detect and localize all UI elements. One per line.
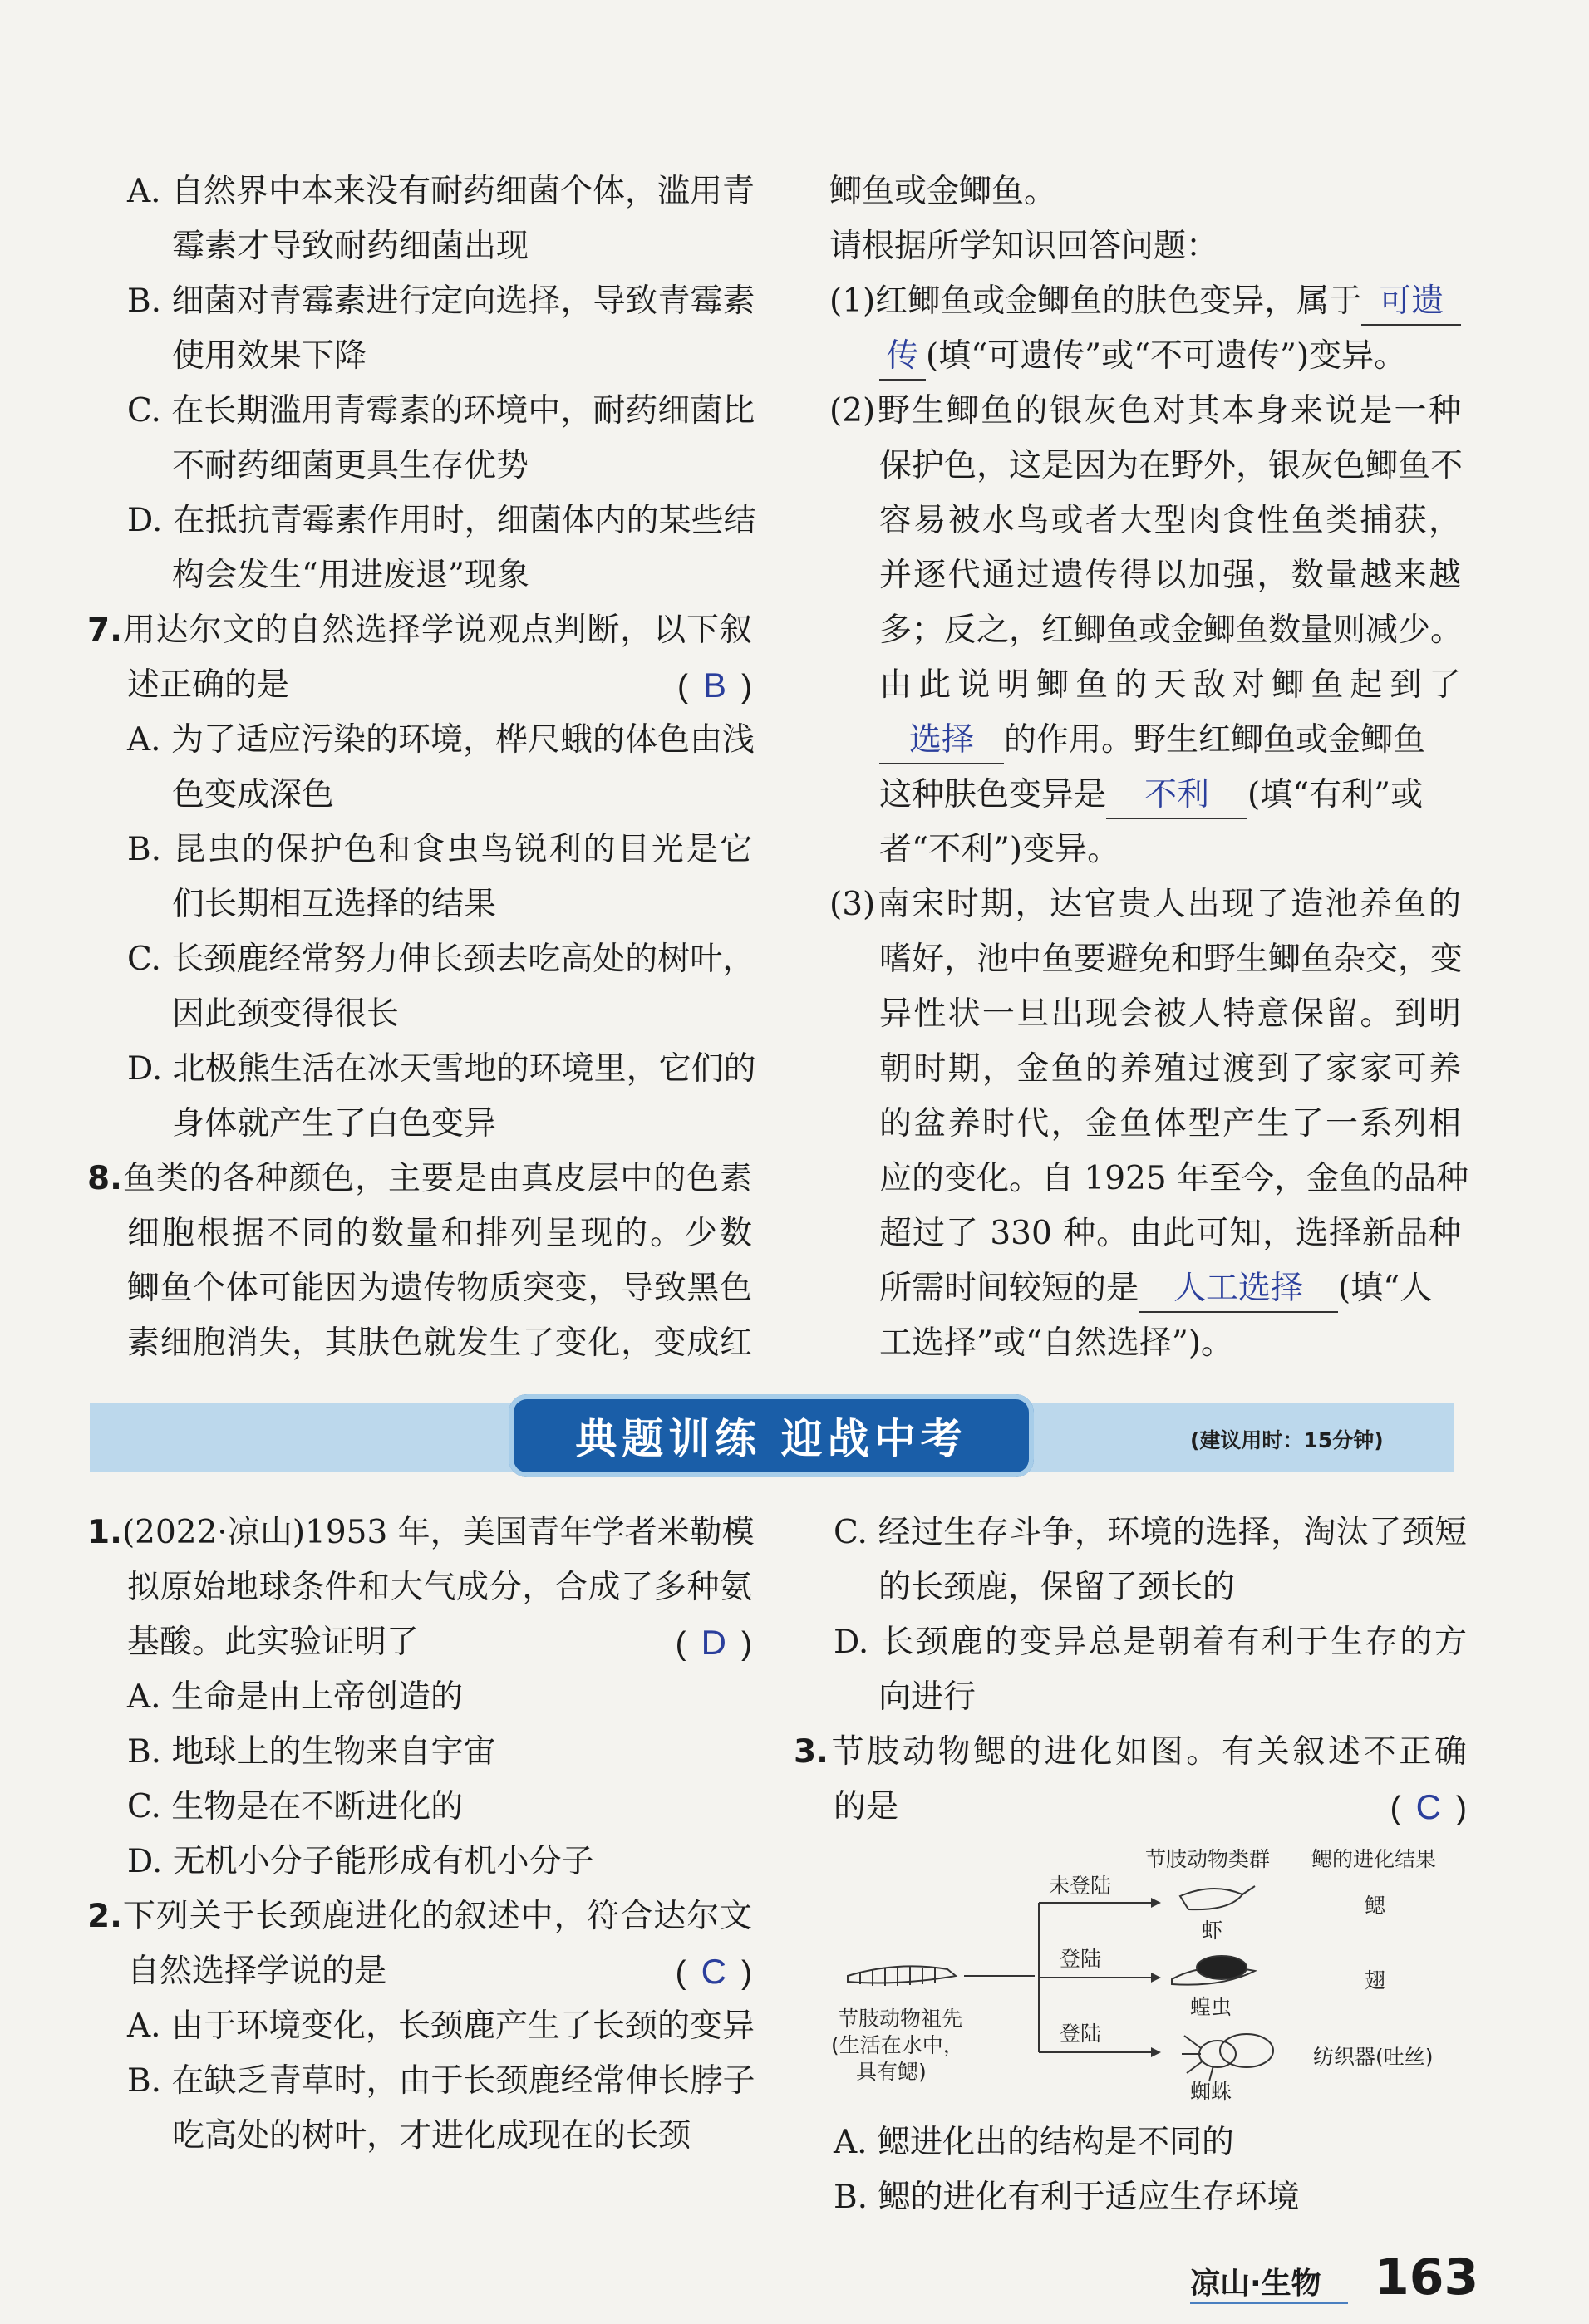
fill-blank: 传	[879, 334, 926, 381]
fill-blank: 可遗	[1361, 279, 1461, 326]
part3-text: 所需时间较短的是	[879, 1270, 1139, 1307]
fill-blank: 人工选择	[1139, 1266, 1338, 1313]
q8-part3-line7: 超过了 330 种。由此可知，选择新品种	[879, 1215, 1461, 1252]
part2-text: 的作用。野生红鲫鱼或金鲫鱼	[1004, 721, 1426, 759]
q8-part2-line1: (2)野生鲫鱼的银灰色对其本身来说是一种	[829, 392, 1461, 430]
q7-option-d-line1: D. 北极熊生活在冰天雪地的环境里，它们的	[127, 1050, 756, 1088]
q7-option-c-line2: 因此颈变得很长	[172, 995, 400, 1033]
q6-option-a-line2: 霉素才导致耐药细菌出现	[172, 228, 529, 265]
q1-option-a: A. 生命是由上帝创造的	[127, 1678, 463, 1716]
footer-underline	[1190, 2302, 1348, 2304]
q2-text-2: 自然选择学说的是	[127, 1953, 387, 1990]
q7-option-b-line2: 们长期相互选择的结果	[172, 886, 497, 923]
q8-part2-line3: 容易被水鸟或者大型肉食性鱼类捕获，	[879, 502, 1461, 539]
q2-text: 下列关于长颈鹿进化的叙述中，符合达尔文	[121, 1898, 752, 1935]
spider-image	[1182, 2034, 1273, 2081]
q2-line2	[87, 1944, 752, 1999]
q1-text: (2022·凉山)1953 年，美国青年学者米勒模	[121, 1514, 755, 1551]
section-title: 典题训练 迎战中考	[509, 1394, 1034, 1477]
q8-text: 鱼类的各种颜色，主要是由真皮层中的色素	[121, 1160, 752, 1197]
q2-option-d-line1: D. 长颈鹿的变异总是朝着有利于生存的方	[834, 1624, 1467, 1661]
q6-option-b-line1: B. 细菌对青霉素进行定向选择，导致青霉素	[127, 283, 755, 320]
q8-part2-line8	[829, 768, 1461, 823]
q2-option-b-line2: 吃高处的树叶，才进化成现在的长颈	[172, 2117, 691, 2154]
top-left-column	[87, 165, 756, 1371]
q6-option-d-line2: 构会发生“用进废退”现象	[172, 557, 529, 594]
q3-line1	[794, 1725, 1467, 1780]
question-number: 7.	[87, 612, 122, 649]
suggested-time: (建议用时：15分钟)	[1190, 1428, 1384, 1452]
q6-option-c-line1: C. 在长期滥用青霉素的环境中，耐药细菌比	[127, 392, 755, 430]
animal-locust: 蝗虫	[1190, 1995, 1232, 2019]
q8-part3-line1: (3)南宋时期，达官贵人出现了造池养鱼的	[829, 886, 1461, 923]
q8-line3: 鲫鱼个体可能因为遗传物质突变，导致黑色	[127, 1270, 752, 1307]
q2-option-b-line1: B. 在缺乏青草时，由于长颈鹿经常伸长脖子	[127, 2062, 755, 2100]
q7-stem-line1	[87, 603, 752, 658]
column-header-result: 鳃的进化结果	[1311, 1847, 1437, 1871]
gill-evolution-diagram	[831, 1836, 1463, 2110]
shrimp-image	[1180, 1886, 1255, 1909]
q8-part2-line9: 者“不利”)变异。	[879, 831, 1120, 868]
bottom-left-column	[87, 1506, 755, 2164]
page-number: 163	[1375, 2248, 1479, 2307]
q8-part3-line5: 的盆养时代，金鱼体型产生了一系列相	[879, 1105, 1461, 1142]
animal-shrimp: 虾	[1202, 1919, 1223, 1943]
q7-option-b-line1: B. 昆虫的保护色和食虫鸟锐利的目光是它	[127, 831, 752, 868]
q6-option-a-line1: A. 自然界中本来没有耐药细菌个体，滥用青	[127, 173, 755, 210]
q8-part1-line1	[829, 274, 1461, 329]
fill-blank: 不利	[1106, 773, 1247, 819]
ancestor-label-2: (生活在水中，	[831, 2033, 964, 2057]
q2-line1	[87, 1889, 752, 1944]
q8-line1	[87, 1152, 752, 1206]
branch-label-landed-1: 登陆	[1060, 1947, 1102, 1971]
q8-part3-line4: 朝时期，金鱼的养殖过渡到了家家可养	[879, 1050, 1461, 1088]
q6-option-c-line2: 不耐药细菌更具生存优势	[172, 447, 529, 484]
top-right-column	[829, 165, 1469, 1371]
q3-text: 节肢动物鳃的进化如图。有关叙述不正确	[828, 1733, 1467, 1771]
q3-options-column	[794, 2115, 1467, 2225]
question-number: 8.	[87, 1160, 122, 1197]
locust-image	[1172, 1956, 1255, 1985]
bottom-right-column	[794, 1506, 1467, 1835]
q2-option-a: A. 由于环境变化，长颈鹿产生了长颈的变异	[127, 2007, 755, 2045]
column-header-group: 节肢动物类群	[1145, 1847, 1271, 1871]
q1-line2: 拟原始地球条件和大气成分，合成了多种氨	[127, 1569, 752, 1606]
footer-label: 凉山·生物	[1190, 2267, 1321, 2301]
q1-line3	[87, 1615, 752, 1670]
q8-part2-line6: 由此说明鲫鱼的天敌对鲫鱼起到了	[879, 666, 1461, 704]
q1-line1	[87, 1506, 755, 1560]
animal-spider: 蜘蛛	[1190, 2080, 1232, 2104]
q7-option-a-line2: 色变成深色	[172, 776, 335, 813]
question-number: 1.	[87, 1514, 122, 1551]
answer-bracket: ( D )	[675, 1623, 752, 1662]
q8-part2-line2: 保护色，这是因为在野外，银灰色鲫鱼不	[879, 447, 1464, 484]
q1-text-3: 基酸。此实验证明了	[127, 1624, 420, 1661]
q2-option-c-line2: 的长颈鹿，保留了颈长的	[878, 1569, 1236, 1606]
result-wing: 翅	[1365, 1968, 1386, 1992]
part1-text-2: (填“可遗传”或“不可遗传”)变异。	[926, 337, 1407, 375]
q1-option-d: D. 无机小分子能形成有机小分子	[127, 1843, 594, 1880]
answer-choice: C	[1415, 1787, 1441, 1826]
q8-part3-line2: 嗜好，池中鱼要避免和野生鲫鱼杂交，变	[879, 941, 1464, 978]
q8-prompt: 请根据所学知识回答问题：	[829, 228, 1219, 265]
ancestor-label-1: 节肢动物祖先	[838, 2007, 963, 2031]
branch-label-landed-2: 登陆	[1060, 2022, 1102, 2046]
question-number: 3.	[794, 1733, 829, 1771]
q8-line2: 细胞根据不同的数量和排列呈现的。少数	[127, 1215, 752, 1252]
part2-text: 这种肤色变异是	[879, 776, 1107, 813]
q7-stem-text: 用达尔文的自然选择学说观点判断，以下叙	[121, 612, 752, 649]
q8-part1-line2	[829, 329, 1461, 384]
q8-part3-line9: 工选择”或“自然选择”)。	[879, 1324, 1234, 1362]
answer-choice: C	[701, 1952, 726, 1991]
q1-option-c: C. 生物是在不断进化的	[127, 1788, 464, 1825]
q3-option-b: B. 鳃的进化有利于适应生存环境	[834, 2179, 1300, 2216]
q2-option-d-line2: 向进行	[878, 1678, 977, 1716]
fill-blank: 选择	[879, 718, 1004, 764]
q7-option-d-line2: 身体就产生了白色变异	[172, 1105, 497, 1142]
branch-label-unlanded: 未登陆	[1049, 1874, 1112, 1898]
q7-stem-line2	[87, 658, 752, 713]
ancestor-label-3: 具有鳃)	[856, 2060, 927, 2084]
q8-continuation: 鲫鱼或金鲫鱼。	[829, 173, 1057, 210]
question-number: 2.	[87, 1898, 122, 1935]
ancestor-image	[848, 1966, 956, 1986]
q7-option-a-line1: A. 为了适应污染的环境，桦尺蛾的体色由浅	[127, 721, 755, 759]
result-spinneret: 纺织器(吐丝)	[1313, 2045, 1434, 2069]
answer-bracket: ( B )	[676, 666, 752, 705]
q8-part2-line4: 并逐代通过遗传得以加强，数量越来越	[879, 557, 1461, 594]
q8-part3-line8	[829, 1261, 1461, 1316]
result-gill: 鳃	[1365, 1894, 1386, 1918]
part3-text: (填“人	[1338, 1270, 1433, 1307]
part2-text: (填“有利”或	[1247, 776, 1424, 813]
q6-option-b-line2: 使用效果下降	[172, 337, 367, 375]
part1-text: (1)红鲫鱼或金鲫鱼的肤色变异，属于	[829, 283, 1362, 320]
answer-choice: D	[701, 1623, 726, 1662]
answer-bracket: ( C )	[1390, 1787, 1467, 1826]
q8-part3-line6: 应的变化。自 1925 年至今，金鱼的品种	[879, 1160, 1469, 1197]
q3-line2	[794, 1780, 1467, 1835]
answer-bracket: ( C )	[675, 1952, 752, 1991]
q8-line4: 素细胞消失，其肤色就发生了变化，变成红	[127, 1324, 752, 1362]
answer-choice: B	[702, 666, 726, 705]
q7-option-c-line1: C. 长颈鹿经常努力伸长颈去吃高处的树叶，	[127, 941, 755, 978]
q8-part2-line5: 多；反之，红鲫鱼或金鲫鱼数量则减少。	[879, 612, 1464, 649]
q2-option-c-line1: C. 经过生存斗争，环境的选择，淘汰了颈短	[834, 1514, 1467, 1551]
q7-stem-text-2: 述正确的是	[127, 666, 290, 704]
q8-part3-line3: 异性状一旦出现会被人特意保留。到明	[879, 995, 1461, 1033]
q8-part2-line7	[829, 713, 1461, 768]
q3-text-2: 的是	[834, 1788, 899, 1825]
q1-option-b: B. 地球上的生物来自宇宙	[127, 1733, 496, 1771]
q6-option-d-line1: D. 在抵抗青霉素作用时，细菌体内的某些结	[127, 502, 756, 539]
q3-option-a: A. 鳃进化出的结构是不同的	[834, 2124, 1234, 2161]
